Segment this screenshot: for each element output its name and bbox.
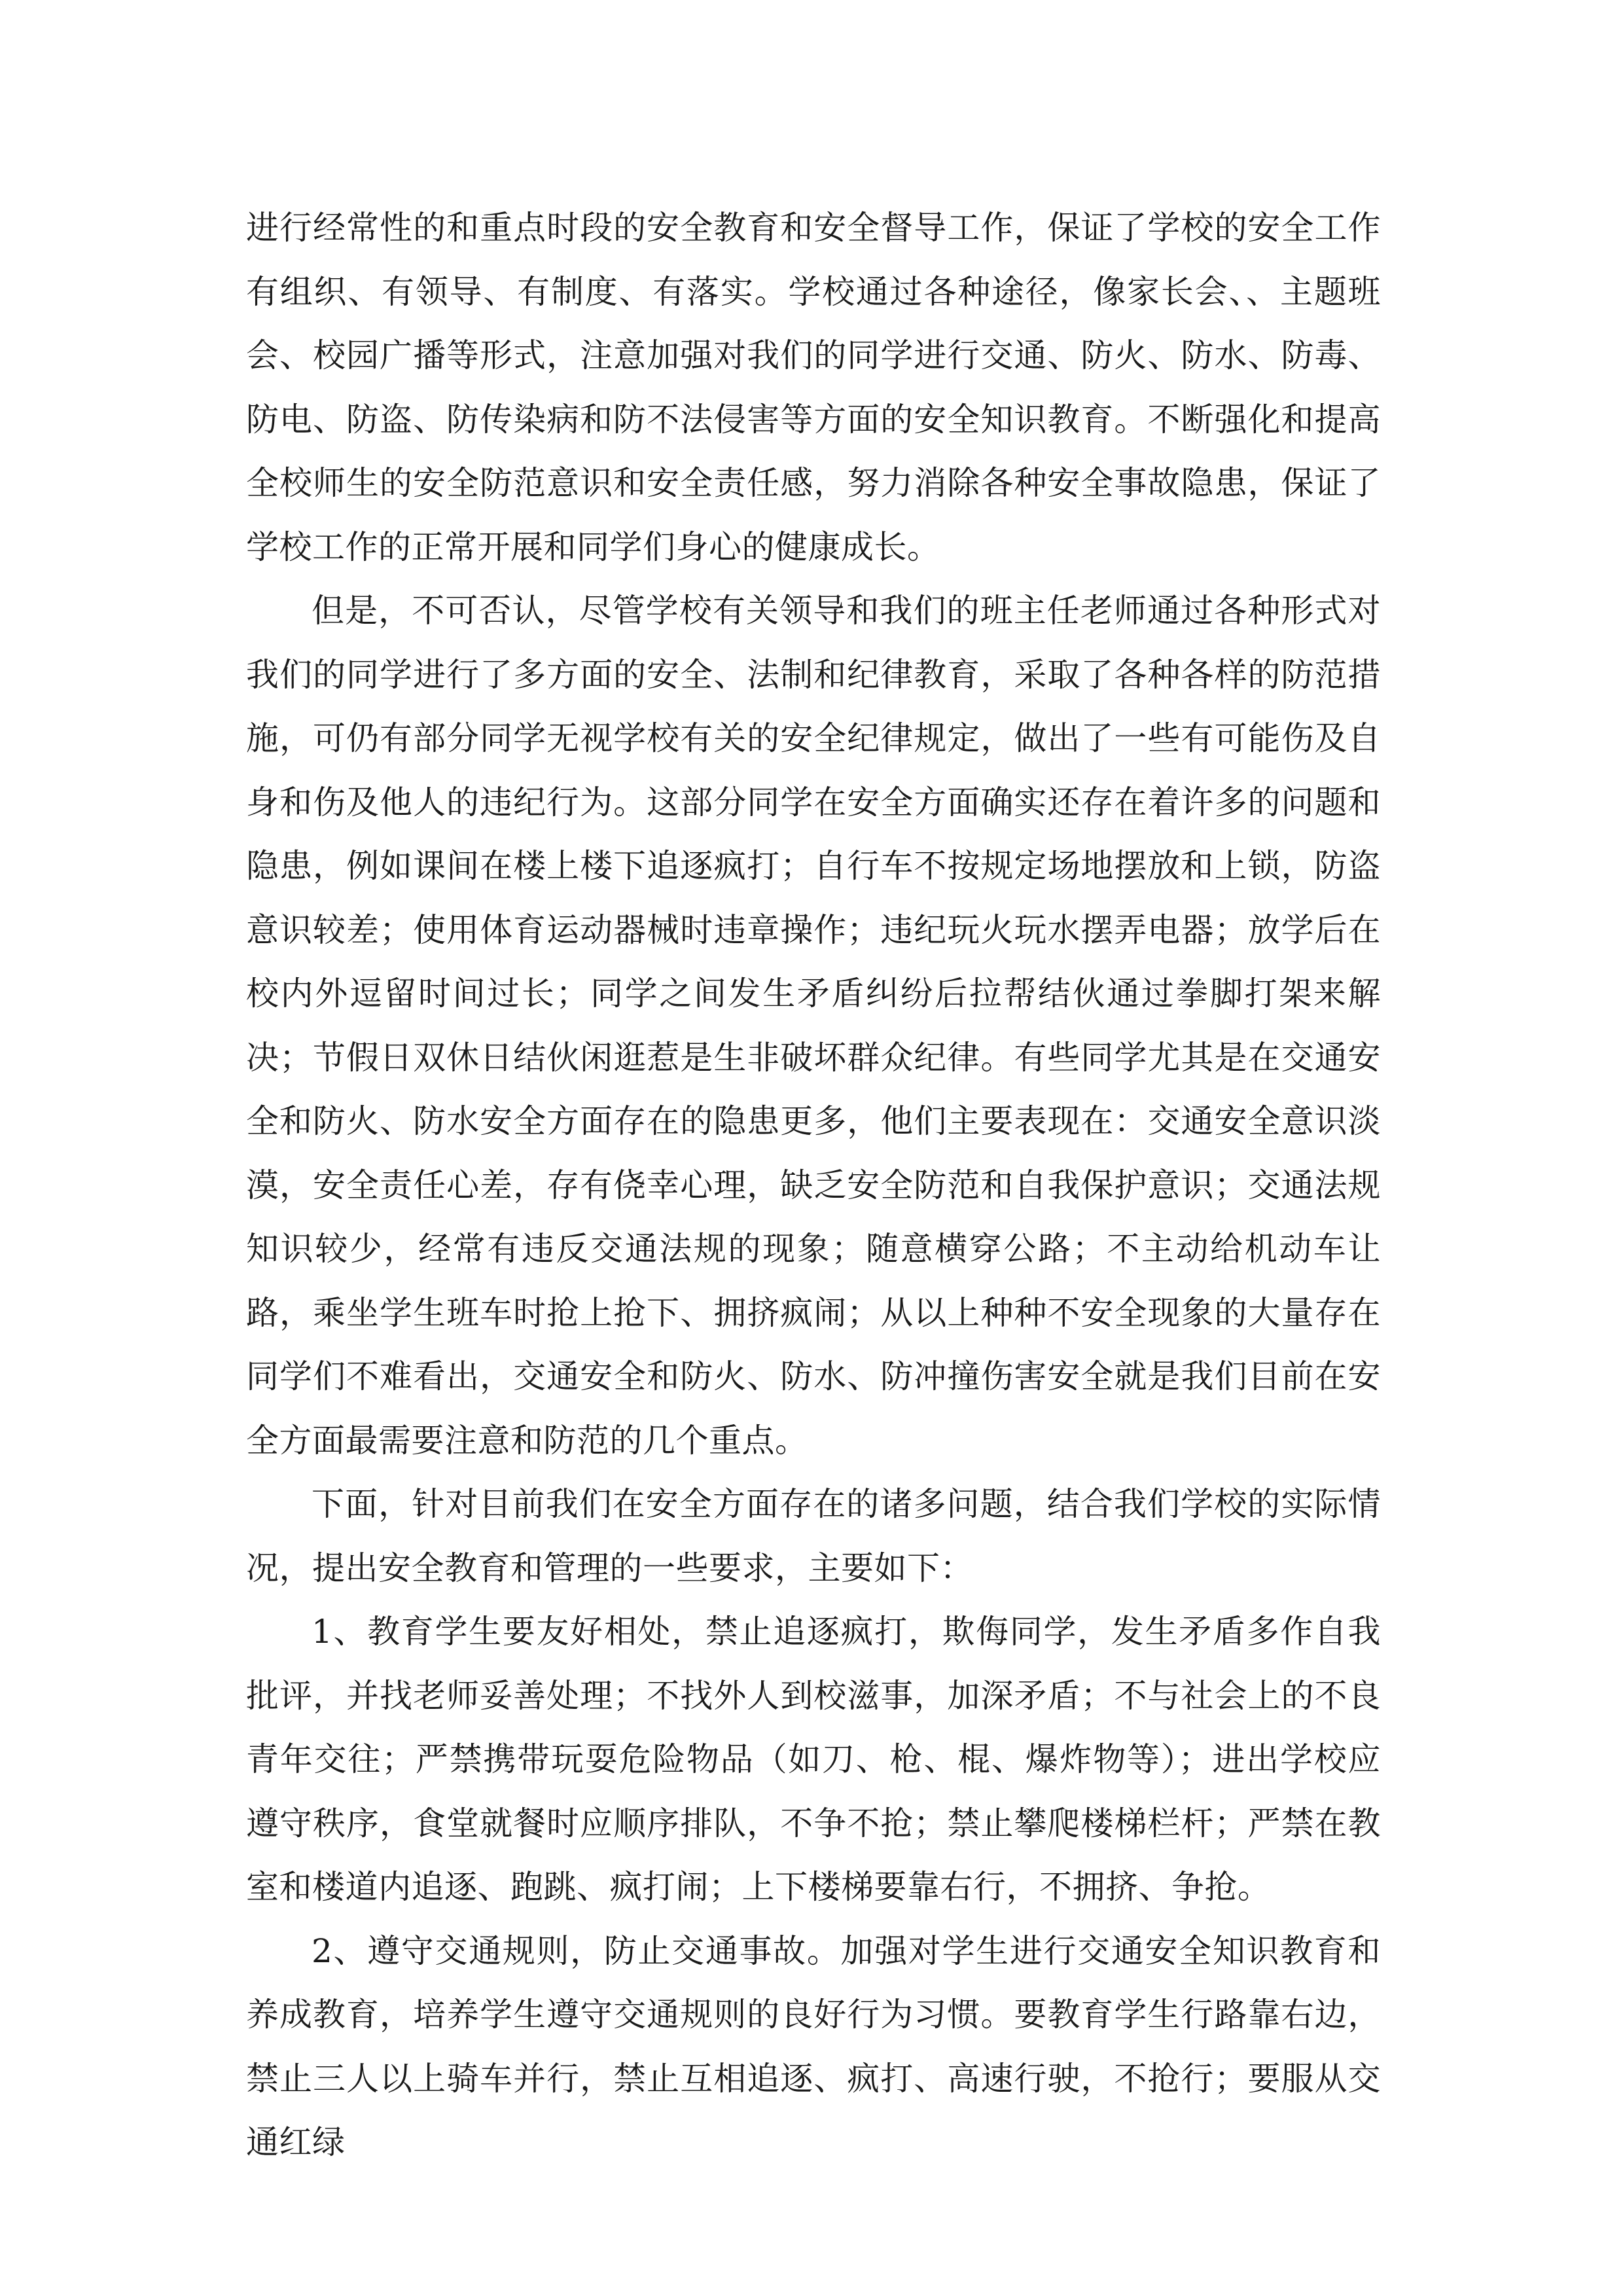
paragraph-2: 但是，不可否认，尽管学校有关领导和我们的班主任老师通过各种形式对我们的同学进行了多方面的安全、法制和纪律教育，采取了各种各样的防范措施，可仍有部分同学无视学校有关的安全纪律规定，做出了一些有可能伤及自身和伤及他人的违纪行为。这部分同学在安全方面确实还存在着许多的问题和隐患，例如课间在楼上楼下追逐疯打；自行车不按规定场地摆放和上锁，防盗意识较差；使用体育运动器械时违章操作；违纪玩火玩水摆弄电器；放学后在校内外逗留时间过长；同学之间发生矛盾纠纷后拉帮结伙通过拳脚打架来解决；节假日双休日结伙闲逛惹是生非破坏群众纪律。有些同学尤其是在交通安全和防火、防水安全方面存在的隐患更多，他们主要表现在：交通安全意识淡漠，安全责任心差，存有侥幸心理，缺乏安全防范和自我保护意识；交通法规知识较少，经常有违反交通法规的现象；随意横穿公路；不主动给机动车让路，乘坐学生班车时抢上抢下、拥挤疯闹；从以上种种不安全现象的大量存在同学们不难看出，交通安全和防火、防水、防冲撞伤害安全就是我们目前在安全方面最需要注意和防范的几个重点。 xyxy=(246,592,1381,1460)
paragraph-3: 下面，针对目前我们在安全方面存在的诸多问题，结合我们学校的实际情况，提出安全教育和管理的一些要求，主要如下： xyxy=(246,1485,1381,1587)
paragraph-5: 2、遵守交通规则，防止交通事故。加强对学生进行交通安全知识教育和养成教育，培养学生遵守交通规则的良好行为习惯。要教育学生行路靠右边，禁止三人以上骑车并行，禁止互相追逐、疯打、高速行驶，不抢行；要服从交通红绿 xyxy=(246,1931,1381,2161)
paragraph-4: 1、教育学生要友好相处，禁止追逐疯打，欺侮同学，发生矛盾多作自我批评，并找老师妥善处理；不找外人到校滋事，加深矛盾；不与社会上的不良青年交往；严禁携带玩耍危险物品（如刀、枪、棍、爆炸物等）；进出学校应遵守秩序，食堂就餐时应顺序排队，不争不抢；禁止攀爬楼梯栏杆；严禁在教室和楼道内追逐、跑跳、疯打闹；上下楼梯要靠右行，不拥挤、争抢。 xyxy=(246,1613,1381,1906)
document-body xyxy=(246,196,1381,2175)
paragraph-1: 进行经常性的和重点时段的安全教育和安全督导工作，保证了学校的安全工作有组织、有领导、有制度、有落实。学校通过各种途径，像家长会、、主题班会、校园广播等形式，注意加强对我们的同学进行交通、防火、防水、防毒、防电、防盗、防传染病和防不法侵害等方面的安全知识教育。不断强化和提高全校师生的安全防范意识和安全责任感，努力消除各种安全事故隐患，保证了学校工作的正常开展和同学们身心的健康成长。 xyxy=(246,209,1381,566)
